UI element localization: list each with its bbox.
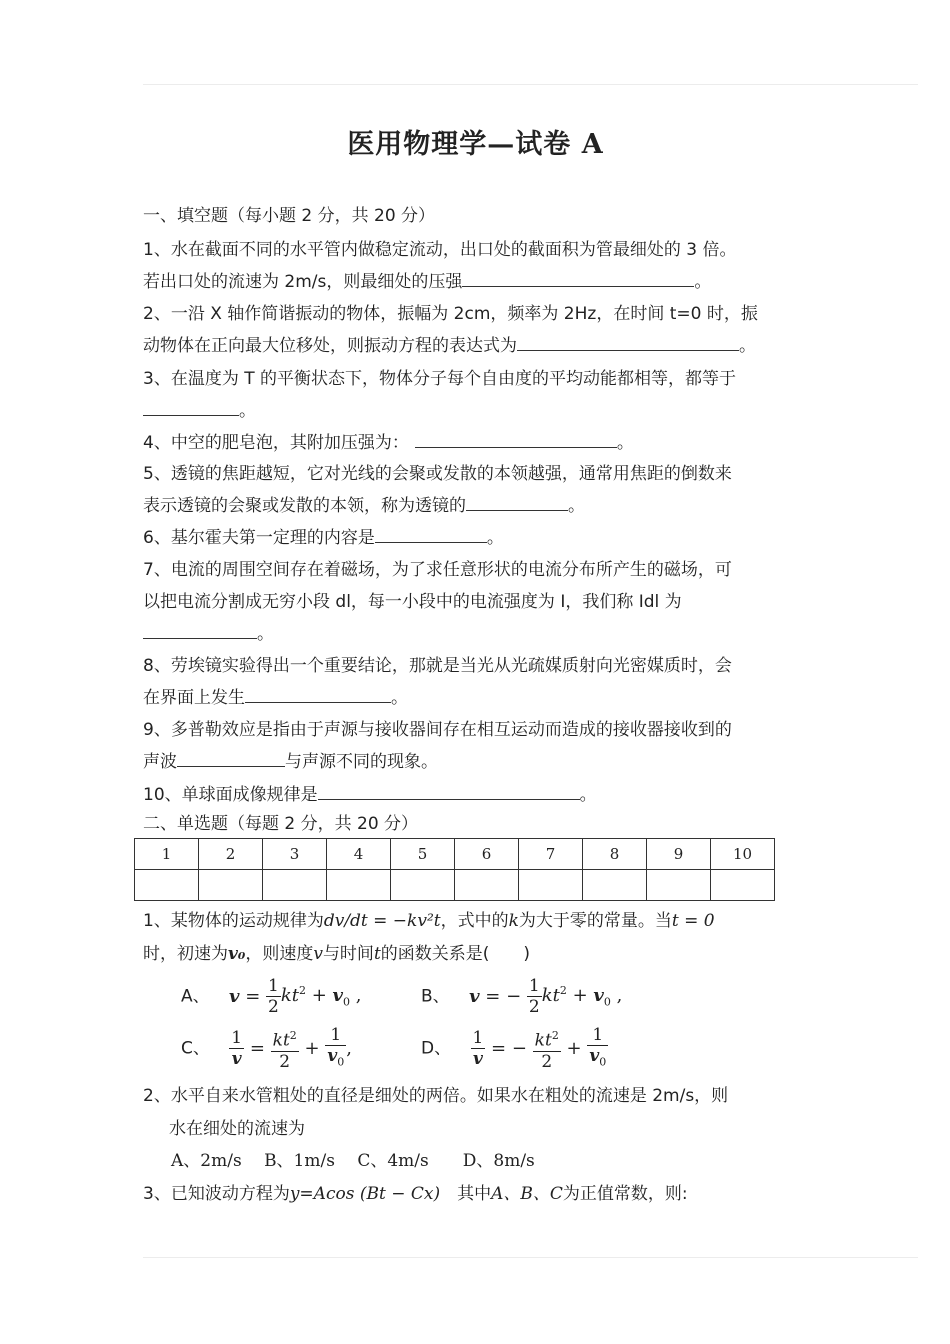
answer-input-cell[interactable]	[135, 870, 199, 901]
q5-line2: 表示透镜的会聚或发散的本领，称为透镜的 。	[143, 496, 585, 516]
q1-line2: 若出口处的流速为 2m/s，则最细处的压强 。	[143, 272, 712, 292]
q8-line1: 8、劳埃镜实验得出一个重要结论，那就是当光从光疏媒质射向光密媒质时，会	[143, 656, 732, 676]
answer-header-cell: 4	[327, 839, 391, 870]
q10-answer-blank[interactable]	[318, 784, 580, 800]
mcq1-equation: dv/dt = −kv²t	[323, 911, 441, 931]
answer-input-cell[interactable]	[647, 870, 711, 901]
q6-line: 6、基尔霍夫第一定理的内容是 。	[143, 528, 504, 548]
mcq1-option-d[interactable]: D、 $\frac{1}{v}$ = − $\frac{kt^2}{2}$ + $\frac{1}{v_0}$	[421, 1025, 607, 1072]
mcq1-line1: 1、某物体的运动规律为dv/dt = −kv²t，式中的k为大于零的常量。当t = 0	[143, 911, 715, 931]
q7-line1: 7、电流的周围空间存在着磁场，为了求任意形状的电流分布所产生的磁场，可	[143, 560, 732, 580]
q2-answer-blank[interactable]	[517, 335, 739, 351]
answer-input-cell[interactable]	[263, 870, 327, 901]
bottom-rule	[143, 1257, 918, 1258]
answer-input-cell[interactable]	[583, 870, 647, 901]
answer-table	[134, 838, 775, 901]
q10-line: 10、单球面成像规律是 。	[143, 785, 597, 805]
mcq2-line1: 2、水平自来水管粗处的直径是细处的两倍。如果水在粗处的流速是 2m/s，则	[143, 1086, 729, 1106]
mcq2-options[interactable]: A、2m/s B、1m/s C、4m/s D、8m/s	[171, 1151, 535, 1171]
q2-line2: 动物体在正向最大位移处，则振动方程的表达式为 。	[143, 336, 756, 356]
mcq1-option-a[interactable]: A、 v = $\frac{1}{2}$ $kt^2 + v_0$ ,	[181, 976, 362, 1017]
q7-answer-blank[interactable]	[143, 623, 257, 639]
q5-answer-blank[interactable]	[466, 495, 568, 511]
q9-answer-blank[interactable]	[177, 751, 285, 767]
q8-answer-blank[interactable]	[245, 687, 391, 703]
top-rule	[143, 84, 918, 85]
q1-line1: 1、水在截面不同的水平管内做稳定流动，出口处的截面积为管最细处的 3 倍。	[143, 240, 737, 260]
q1-answer-blank[interactable]	[462, 271, 694, 287]
answer-header-cell: 9	[647, 839, 711, 870]
answer-header-cell: 10	[711, 839, 775, 870]
mcq1-option-c[interactable]: C、 $\frac{1}{v}$ = $\frac{kt^2}{2}$ + $\frac{1}{v_0}$ ,	[181, 1025, 352, 1072]
answer-header-cell: 8	[583, 839, 647, 870]
answer-table-header-row	[135, 839, 775, 870]
answer-header-cell: 6	[455, 839, 519, 870]
mcq3-line: 3、已知波动方程为y=Acos (Bt − Cx) 其中A、B、C为正值常数，则:	[143, 1184, 688, 1204]
q9-line2: 声波 与声源不同的现象。	[143, 752, 438, 772]
section1-heading: 一、填空题（每小题 2 分，共 20 分）	[143, 206, 436, 226]
q3-answer-blank[interactable]	[143, 400, 239, 416]
mcq2-line2: 水在细处的流速为	[169, 1119, 305, 1139]
q7-line2: 以把电流分割成无穷小段 dl，每一小段中的电流强度为 I，我们称 Idl 为	[143, 592, 682, 612]
q9-line1: 9、多普勒效应是指由于声源与接收器间存在相互运动而造成的接收器接收到的	[143, 720, 732, 740]
answer-input-cell[interactable]	[199, 870, 263, 901]
q4-line: 4、中空的肥皂泡，其附加压强为： 。	[143, 433, 634, 453]
answer-header-cell: 7	[519, 839, 583, 870]
q8-line2: 在界面上发生 。	[143, 688, 408, 708]
answer-input-cell[interactable]	[711, 870, 775, 901]
answer-input-cell[interactable]	[391, 870, 455, 901]
mcq1-line2: 时，初速为v₀，则速度v与时间t的函数关系是( )	[143, 944, 531, 964]
answer-header-cell: 3	[263, 839, 327, 870]
answer-header-cell: 1	[135, 839, 199, 870]
q5-line1: 5、透镜的焦距越短，它对光线的会聚或发散的本领越强，通常用焦距的倒数来	[143, 464, 732, 484]
answer-header-cell: 2	[199, 839, 263, 870]
q7-line3: 。	[143, 623, 274, 645]
answer-header-cell: 5	[391, 839, 455, 870]
answer-input-cell[interactable]	[455, 870, 519, 901]
mcq1-option-b[interactable]: B、 v = − $\frac{1}{2}$ $kt^2 + v_0$ ,	[421, 976, 623, 1017]
section2-heading: 二、单选题（每题 2 分，共 20 分）	[143, 814, 419, 834]
answer-table-input-row	[135, 870, 775, 901]
q2-line1: 2、一沿 X 轴作简谐振动的物体，振幅为 2cm，频率为 2Hz，在时间 t=0 时，振	[143, 304, 758, 324]
q3-line2: 。	[143, 400, 256, 422]
answer-input-cell[interactable]	[519, 870, 583, 901]
q3-line1: 3、在温度为 T 的平衡状态下，物体分子每个自由度的平均动能都相等，都等于	[143, 369, 737, 389]
page-title: 医用物理学—试卷 A	[347, 129, 604, 160]
mcq3-equation: y=Acos (Bt − Cx)	[289, 1184, 441, 1204]
q4-answer-blank[interactable]	[415, 432, 617, 448]
q6-answer-blank[interactable]	[375, 527, 487, 543]
answer-input-cell[interactable]	[327, 870, 391, 901]
